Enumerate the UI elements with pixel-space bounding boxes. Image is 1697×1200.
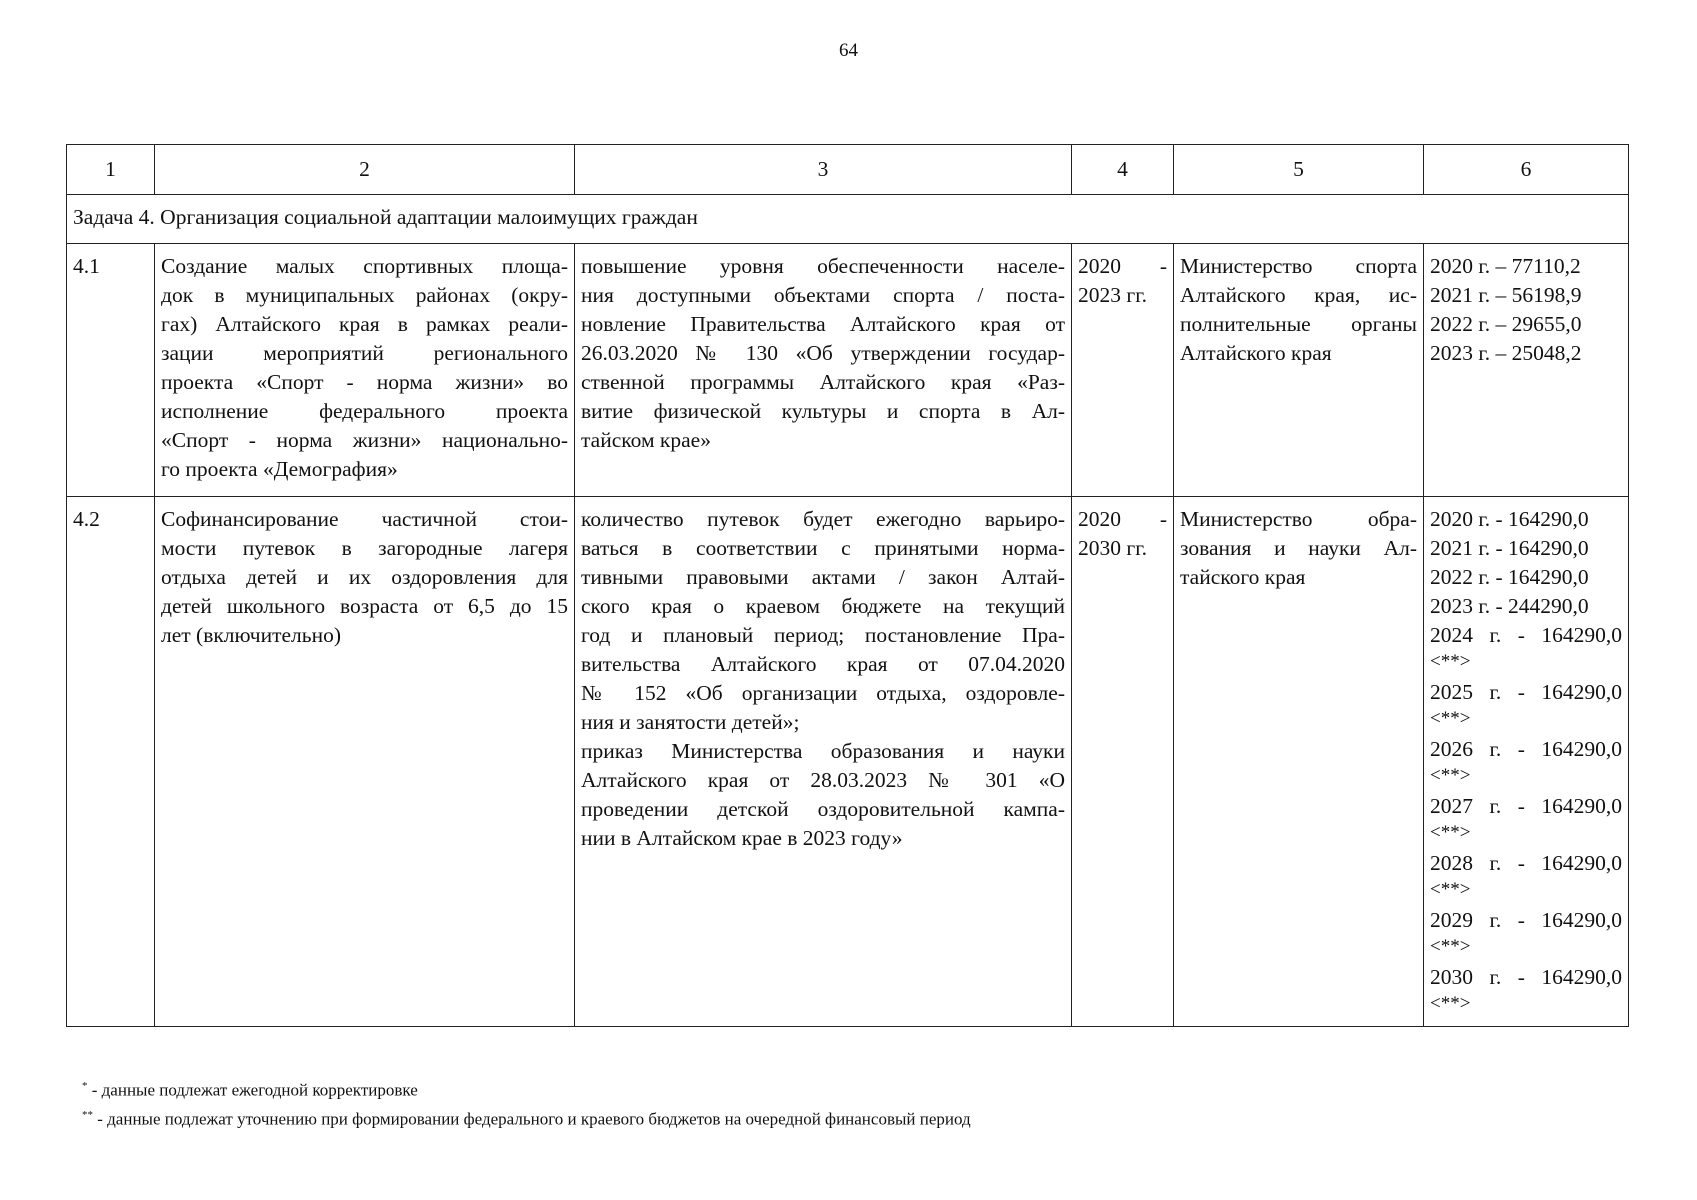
- executor: [1174, 244, 1424, 497]
- text-line: 2023 гг.: [1078, 283, 1147, 307]
- task-title: Задача 4. Организация социальной адаптации малоимущих граждан: [67, 195, 1629, 244]
- funding-year: 2025 г. - 164290,0: [1430, 680, 1622, 704]
- measure-description: [155, 497, 575, 1027]
- header-cell-3: 3: [575, 145, 1072, 195]
- funding-item: [1430, 592, 1622, 621]
- text-line: 2020 -: [1078, 254, 1167, 278]
- footnote-text: - данные подлежат ежегодной корректировке: [87, 1080, 418, 1100]
- funding-item: [1430, 906, 1622, 959]
- funding-year: 2030 г. - 164290,0: [1430, 965, 1622, 989]
- text-line: ния и занятости детей»;: [581, 710, 800, 734]
- text-line: Алтайского края от 28.03.2023 № 301 «О: [581, 768, 1065, 792]
- text-line: тайском крае»: [581, 428, 711, 452]
- funding-year: 2023 г. – 25048,2: [1430, 341, 1582, 365]
- funding-year: 2021 г. - 164290,0: [1430, 536, 1589, 560]
- footnote-mark: *: [82, 1080, 88, 1092]
- header-cell-2: 2: [155, 145, 575, 195]
- funding-note: <**>: [1430, 936, 1471, 957]
- funding-note: <**>: [1430, 765, 1471, 786]
- header-cell-4: 4: [1072, 145, 1174, 195]
- row-number: 4.1: [67, 244, 155, 497]
- funding-item: [1430, 505, 1622, 534]
- funding-year: 2026 г. - 164290,0: [1430, 737, 1622, 761]
- funding-item: [1430, 621, 1622, 674]
- funding-item: [1430, 252, 1622, 281]
- text-line: тайского края: [1180, 565, 1306, 589]
- funding-year: 2020 г. – 77110,2: [1430, 254, 1581, 278]
- text-line: Министерство спорта: [1180, 254, 1417, 278]
- text-line: го проекта «Демография»: [161, 457, 398, 481]
- funding-item: [1430, 310, 1622, 339]
- text-line: отдыха детей и их оздоровления для: [161, 565, 568, 589]
- text-line: ваться в соответствии с принятыми норма-: [581, 536, 1065, 560]
- executor: [1174, 497, 1424, 1027]
- funding-item: [1430, 963, 1622, 1016]
- text-line: док в муниципальных районах (окру-: [161, 283, 568, 307]
- result-and-basis: [575, 244, 1072, 497]
- text-line: тивными правовыми актами / закон Алтай-: [581, 565, 1065, 589]
- program-table: [66, 144, 1629, 1027]
- text-line: 2030 гг.: [1078, 536, 1147, 560]
- funding-year: 2027 г. - 164290,0: [1430, 794, 1622, 818]
- funding-note: <**>: [1430, 651, 1471, 672]
- header-row: [67, 145, 1629, 195]
- footnote: [82, 1103, 971, 1132]
- implementation-period: [1072, 497, 1174, 1027]
- funding-year: 2029 г. - 164290,0: [1430, 908, 1622, 932]
- text-line: детей школьного возраста от 6,5 до 15: [161, 594, 568, 618]
- funding-item: [1430, 563, 1622, 592]
- funding-volume: [1424, 244, 1629, 497]
- text-line: ния доступными объектами спорта / поста-: [581, 283, 1065, 307]
- funding-note: <**>: [1430, 708, 1471, 729]
- text-line: ского края о краевом бюджете на текущий: [581, 594, 1065, 618]
- text-line: новление Правительства Алтайского края от: [581, 312, 1065, 336]
- text-line: № 152 «Об организации отдыха, оздоровле-: [581, 681, 1065, 705]
- result-and-basis: [575, 497, 1072, 1027]
- funding-note: <**>: [1430, 822, 1471, 843]
- text-line: 26.03.2020 № 130 «Об утверждении государ-: [581, 341, 1065, 365]
- text-line: вительства Алтайского края от 07.04.2020: [581, 652, 1065, 676]
- header-cell-6: 6: [1424, 145, 1629, 195]
- text-line: проекта «Спорт - норма жизни» во: [161, 370, 568, 394]
- table-row: [67, 497, 1629, 1027]
- funding-year: 2022 г. – 29655,0: [1430, 312, 1582, 336]
- row-number: 4.2: [67, 497, 155, 1027]
- text-line: количество путевок будет ежегодно варьиро-: [581, 507, 1065, 531]
- text-line: повышение уровня обеспеченности населе-: [581, 254, 1065, 278]
- text-line: зования и науки Ал-: [1180, 536, 1417, 560]
- text-line: витие физической культуры и спорта в Ал-: [581, 399, 1065, 423]
- footnote: [82, 1074, 971, 1103]
- implementation-period: [1072, 244, 1174, 497]
- text-line: полнительные органы: [1180, 312, 1417, 336]
- funding-year: 2021 г. – 56198,9: [1430, 283, 1582, 307]
- funding-item: [1430, 534, 1622, 563]
- text-line: Министерство обра-: [1180, 507, 1417, 531]
- funding-year: 2022 г. - 164290,0: [1430, 565, 1589, 589]
- text-line: 2020 -: [1078, 507, 1167, 531]
- text-line: проведении детской оздоровительной кампа-: [581, 797, 1065, 821]
- footnotes: [82, 1074, 971, 1131]
- text-line: «Спорт - норма жизни» национально-: [161, 428, 568, 452]
- text-line: гах) Алтайского края в рамках реали-: [161, 312, 568, 336]
- header-cell-5: 5: [1174, 145, 1424, 195]
- funding-item: [1430, 281, 1622, 310]
- funding-volume: [1424, 497, 1629, 1027]
- text-line: год и плановый период; постановление Пра-: [581, 623, 1065, 647]
- funding-item: [1430, 849, 1622, 902]
- text-line: Софинансирование частичной стои-: [161, 507, 568, 531]
- task-row: [67, 195, 1629, 244]
- funding-item: [1430, 678, 1622, 731]
- text-line: ственной программы Алтайского края «Раз-: [581, 370, 1065, 394]
- text-line: Алтайского края, ис-: [1180, 283, 1417, 307]
- funding-year: 2020 г. - 164290,0: [1430, 507, 1589, 531]
- funding-note: <**>: [1430, 993, 1471, 1014]
- text-line: нии в Алтайском крае в 2023 году»: [581, 826, 903, 850]
- funding-item: [1430, 792, 1622, 845]
- footnote-mark: **: [82, 1108, 93, 1121]
- funding-note: <**>: [1430, 879, 1471, 900]
- funding-item: [1430, 339, 1622, 368]
- footnote-text: - данные подлежат уточнению при формировании федерального и краевого бюджетов на очередной финансовый период: [93, 1109, 971, 1129]
- text-line: Создание малых спортивных площа-: [161, 254, 568, 278]
- funding-year: 2024 г. - 164290,0: [1430, 623, 1622, 647]
- funding-item: [1430, 735, 1622, 788]
- funding-year: 2028 г. - 164290,0: [1430, 851, 1622, 875]
- text-line: мости путевок в загородные лагеря: [161, 536, 568, 560]
- text-line: лет (включительно): [161, 623, 341, 647]
- header-cell-1: 1: [67, 145, 155, 195]
- text-line: исполнение федерального проекта: [161, 399, 568, 423]
- text-line: приказ Министерства образования и науки: [581, 739, 1065, 763]
- text-line: зации мероприятий регионального: [161, 341, 568, 365]
- page-number: 64: [839, 40, 858, 61]
- table-row: [67, 244, 1629, 497]
- text-line: Алтайского края: [1180, 341, 1332, 365]
- funding-year: 2023 г. - 244290,0: [1430, 594, 1589, 618]
- measure-description: [155, 244, 575, 497]
